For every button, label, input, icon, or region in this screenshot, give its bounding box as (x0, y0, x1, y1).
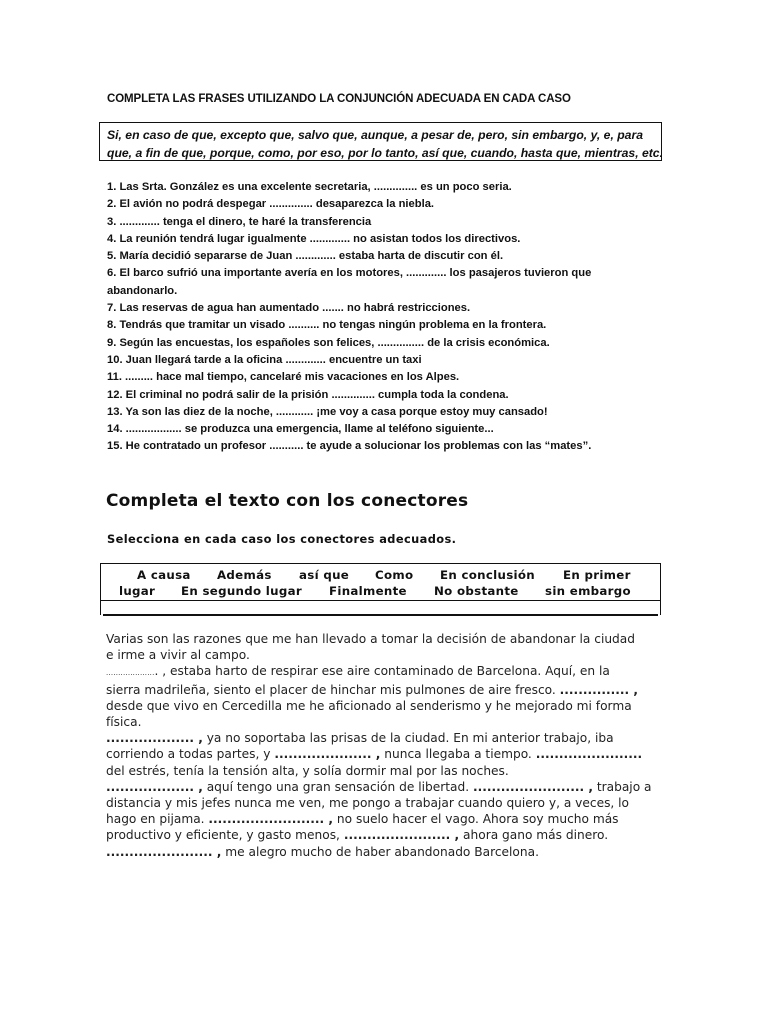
paragraph-text: corriendo a todas partes, y (106, 747, 275, 762)
blank-gap: .................... (106, 669, 155, 678)
exercise-item: 14. .................. se produzca una emergencia, llame al teléfono siguiente... (107, 423, 494, 436)
connector-word: En conclusión (440, 568, 535, 582)
exercise-item: 8. Tendrás que tramitar un visado .......... no tengas ningún problema en la frontera. (107, 319, 547, 332)
paragraph-text: trabajo a (592, 779, 652, 794)
exercise-item: 7. Las reservas de agua han aumentado ....... no habrá restricciones. (107, 302, 471, 315)
connector-word: Como (375, 568, 414, 582)
blank-gap: ........................ , (472, 779, 593, 794)
box-divider (101, 600, 660, 601)
paragraph-line: Varias son las razones que me han llevado a tomar la decisión de abandonar la ciudad (106, 632, 635, 646)
exercise-item: 13. Ya son las diez de la noche, ............ ¡me voy a casa porque estoy muy cansado! (107, 405, 548, 418)
connector-word: sin embargo (545, 584, 631, 598)
paragraph-text: aquí tengo una gran sensación de libertad. (202, 779, 473, 794)
connector-word: En segundo lugar (181, 584, 302, 598)
connector-word: así que (299, 568, 350, 582)
blank-gap: ..................... , (274, 747, 381, 762)
connector-word: A causa (137, 568, 191, 582)
connector-word: lugar (119, 584, 156, 598)
paragraph-line (106, 746, 686, 762)
paragraph-line: del estrés, tenía la tensión alta, y solía dormir mal por las noches. (106, 763, 509, 778)
exercise-item: 3. ............. tenga el dinero, te haré la transferencia (107, 215, 372, 228)
exercise-item: 12. El criminal no podrá salir de la prisión .............. cumpla toda la condena. (107, 388, 509, 401)
exercise-item: 11. ......... hace mal tiempo, cancelaré mis vacaciones en los Alpes. (107, 371, 460, 384)
paragraph-text: me alegro mucho de haber abandonado Barcelona. (221, 844, 539, 859)
conjunction-line: que, a fin de que, porque, como, por eso, por lo tanto, así que, cuando, hasta que, mientras, etc. (107, 146, 663, 160)
paragraph-line (106, 844, 686, 860)
blank-gap: ......................... , (208, 812, 334, 827)
exercise-item: 10. Juan llegará tarde a la oficina ............. encuentre un taxi (107, 353, 422, 366)
connector-word: En primer (563, 568, 631, 582)
paragraph-line (106, 827, 686, 843)
paragraph-line: desde que vivo en Cercedilla me he aficionado al senderismo y he mejorado mi forma (106, 698, 632, 713)
paragraph-line: e irme a vivir al campo. (106, 648, 250, 663)
blank-gap: ....................... (535, 747, 643, 762)
paragraph-line (106, 682, 686, 698)
exercise-list (107, 179, 667, 456)
exercise-item: 4. La reunión tendrá lugar igualmente ............. no asistan todos los directivos. (107, 232, 521, 245)
paragraph-line (106, 663, 686, 681)
blank-gap: ....................... , (343, 828, 460, 843)
connector-box (100, 563, 661, 615)
connector-word: No obstante (434, 584, 519, 598)
paragraph-text: . , estaba harto de respirar ese aire contaminado de Barcelona. Aquí, en la (154, 664, 610, 679)
exercise-item: 15. He contratado un profesor ........... te ayude a solucionar los problemas con las “mates”. (107, 440, 592, 453)
exercise-item: 1. Las Srta. González es una excelente secretaria, .............. es un poco seria. (107, 181, 512, 193)
section-instruction: Selecciona en cada caso los conectores adecuados. (107, 532, 457, 546)
blank-gap: ................... , (106, 731, 203, 746)
conjunction-box (99, 122, 662, 161)
blank-gap: ............... , (559, 682, 638, 697)
paragraph-line: distancia y mis jefes nunca me ven, me pongo a trabajar cuando quiero y, a veces, lo (106, 796, 630, 811)
exercise-item: 6. El barco sufrió una importante avería en los motores, ............. los pasajeros tuvieron que (107, 267, 592, 280)
exercise-item: 9. Según las encuestas, los españoles son felices, ............... de la crisis económica. (107, 336, 550, 349)
box-bottom-line (103, 614, 658, 616)
connector-word: Finalmente (329, 584, 407, 598)
paragraph-line (106, 730, 686, 746)
section-heading: Completa el texto con los conectores (106, 491, 469, 511)
paragraph-line (106, 811, 686, 827)
paragraph-text: nunca llegaba a tiempo. (380, 747, 536, 762)
exercise-title: COMPLETA LAS FRASES UTILIZANDO LA CONJUNCIÓN ADECUADA EN CADA CASO (107, 93, 571, 105)
blank-gap: ....................... , (106, 844, 222, 859)
paragraph-text: no suelo hacer el vago. Ahora soy mucho más (333, 812, 619, 827)
connector-word: Además (217, 568, 272, 582)
paragraph-line: física. (106, 715, 142, 730)
paragraph-text: productivo y eficiente, y gasto menos, (106, 828, 344, 843)
blank-gap: ................... , (106, 779, 203, 794)
exercise-item: 5. María decidió separarse de Juan ............. estaba harta de discutir con él. (107, 250, 504, 263)
exercise-item: 2. El avión no podrá despegar .............. desaparezca la niebla. (107, 198, 435, 211)
paragraph-text: hago en pijama. (106, 812, 209, 827)
connector-paragraph (106, 631, 686, 860)
conjunction-line: Si, en caso de que, excepto que, salvo que, aunque, a pesar de, pero, sin embargo, y, e, para (107, 128, 643, 142)
exercise-item: abandonarlo. (107, 284, 178, 297)
paragraph-text: ya no soportaba las prisas de la ciudad. En mi anterior trabajo, iba (202, 731, 614, 746)
paragraph-line (106, 779, 686, 795)
paragraph-text: sierra madrileña, siento el placer de hinchar mis pulmones de aire fresco. (106, 682, 556, 697)
paragraph-text: ahora gano más dinero. (459, 828, 609, 843)
